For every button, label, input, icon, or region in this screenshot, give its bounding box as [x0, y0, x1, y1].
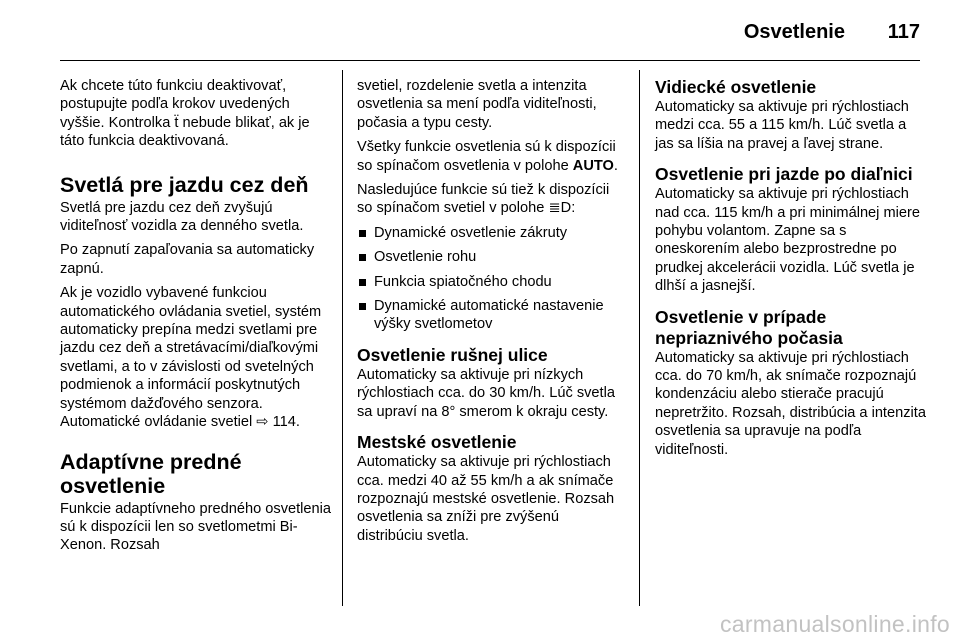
subheading-country-lighting: Vidiecké osvetlenie — [655, 77, 817, 97]
paragraph-text: . — [613, 157, 618, 174]
paragraph — [357, 138, 627, 175]
paragraph: Po zapnutí zapaľovania sa automaticky zapnú. — [60, 242, 315, 277]
paragraph: Automaticky sa aktivuje pri rýchlostiach nad cca. 115 km/h a pri minimálnej miere pohybu volantom. Zapne sa s oneskorením alebo bezprostredne po prudkej akcelerácii vozidla. Lúč svetla je dlhší a jasnejší. — [655, 186, 920, 295]
subheading-city-lighting: Mestské osvetlenie — [357, 432, 517, 453]
paragraph-text: Všetky funkcie osvetlenia sú k dispozícii so spínačom osvetlenia v polohe — [357, 139, 616, 174]
paragraph: Ak je vozidlo vybavené funkciou automatického ovládania svetiel, systém automaticky prepína medzi svetlami pre jazdu cez deň a stretávacími/diaľkovými svetlami, a to v závislosti od svetelných podmienok a informácií poskytnutých systémom dažďového senzora. Automatické ovládanie svetiel ⇨ 114. — [60, 285, 322, 431]
auto-position-label: AUTO — [572, 157, 614, 174]
column-divider-2 — [639, 70, 640, 606]
paragraph: Automaticky sa aktivuje pri rýchlostiach cca. medzi 40 až 55 km/h a ak snímače rozpoznajú mestské osvetlenie. Rozsah osvetlenia sa zníži pre zvýšenú distribúciu svetla. — [357, 454, 615, 544]
paragraph: Automaticky sa aktivuje pri nízkych rýchlostiach cca. do 30 km/h. Lúč svetla sa upraví na 8° smerom k okraju cesty. — [357, 366, 615, 420]
list-item: Dynamické osvetlenie zákruty — [357, 224, 627, 242]
paragraph: svetiel, rozdelenie svetla a intenzita osvetlenia sa mení podľa viditeľnosti, počasia a typu cesty. — [357, 78, 597, 131]
list-item: Funkcia spiatočného chodu — [357, 273, 627, 291]
page-header — [60, 0, 920, 60]
subheading-busy-street: Osvetlenie rušnej ulice — [357, 344, 548, 365]
column-2 — [357, 77, 627, 551]
paragraph: Funkcie adaptívneho predného osvetlenia sú k dispozícii len so svetlometmi Bi-Xenon. Rozsah — [60, 500, 331, 554]
subheading-motorway-lighting: Osvetlenie pri jazde po diaľnici — [655, 164, 913, 185]
paragraph: Automaticky sa aktivuje pri rýchlostiach cca. do 70 km/h, ak snímače rozpoznajú kondenzáciu alebo stierače pracujú nepretržito. Rozsah, distribúcia a intenzita osvetlenia sa upravuje na podľa viditeľnosti. — [655, 349, 926, 458]
paragraph: Automaticky sa aktivuje pri rýchlostiach medzi cca. 55 a 115 km/h. Lúč svetla a jas sa líšia na pravej a ľavej strane. — [655, 99, 909, 152]
paragraph: Svetlá pre jazdu cez deň zvyšujú viditeľnosť vozidla za denného svetla. — [60, 199, 304, 235]
list-item: Osvetlenie rohu — [357, 248, 627, 266]
paragraph: Nasledujúce funkcie sú tiež k dispozícii so spínačom svetiel v polohe ≣D: — [357, 182, 610, 217]
intro-paragraph: Ak chcete túto funkciu deaktivovať, postupujte podľa krokov uvedených vyššie. Kontrolka ẗ nebude blikať, ak je táto funkcia deaktivovaná. — [60, 78, 310, 150]
list-item: Dynamické automatické nastavenie výšky svetlometov — [357, 297, 627, 334]
page-header-title: Osvetlenie — [743, 21, 845, 43]
subheading-bad-weather-lighting: Osvetlenie v prípade nepriaznivého počasia — [655, 306, 843, 348]
column-3 — [655, 77, 927, 465]
section-heading-daytime-lights: Svetlá pre jazdu cez deň — [60, 172, 309, 197]
watermark: carmanualsonline.info — [719, 611, 950, 637]
page-number: 117 — [887, 21, 920, 43]
column-divider-1 — [342, 70, 343, 606]
header-rule — [60, 60, 920, 61]
column-1 — [60, 77, 332, 561]
section-heading-adaptive-lighting: Adaptívne predné osvetlenie — [60, 449, 242, 498]
feature-list — [357, 224, 627, 334]
